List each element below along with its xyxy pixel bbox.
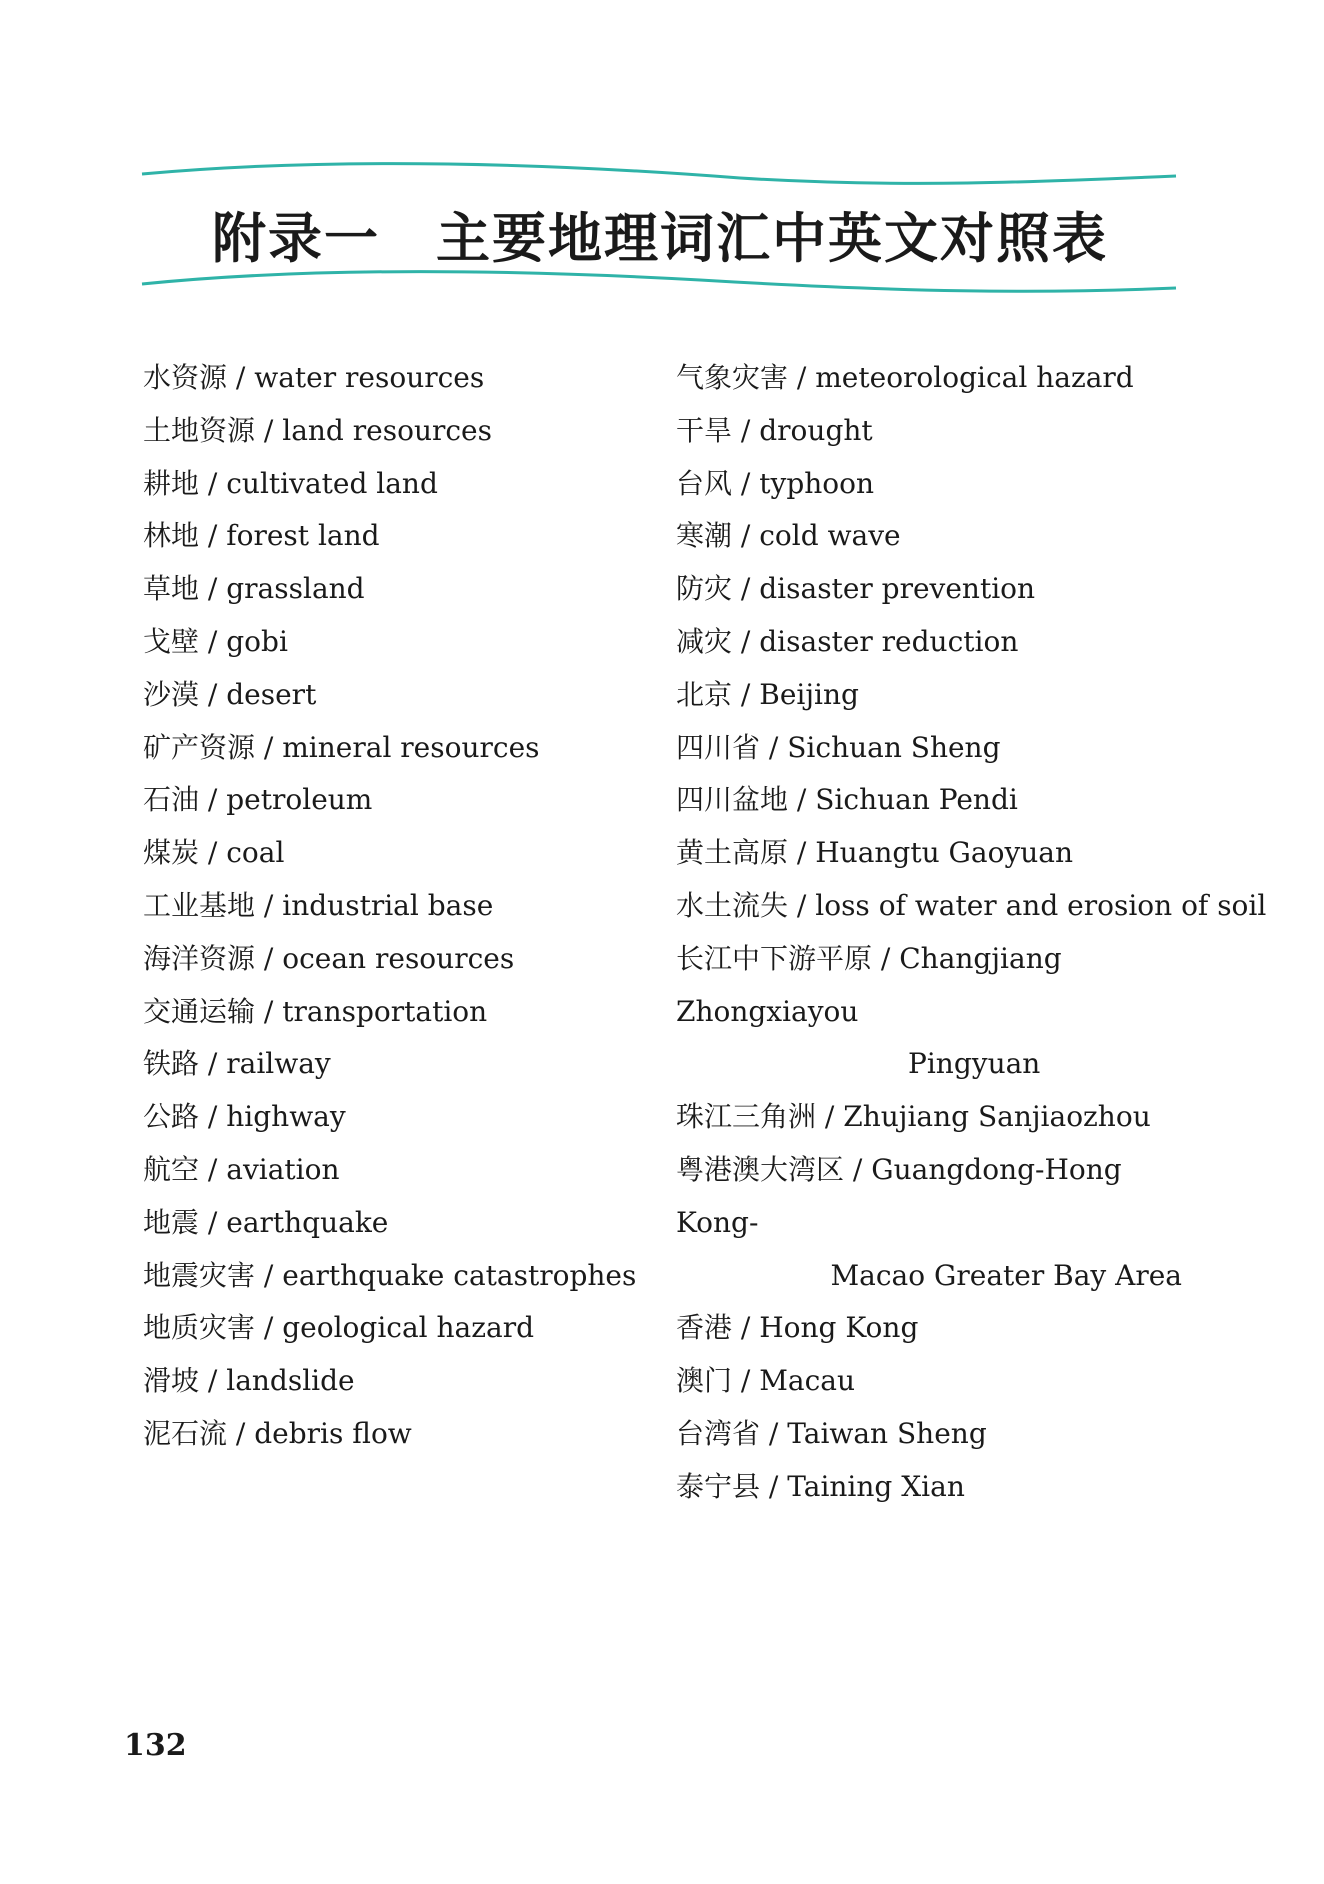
glossary-entry: 香港 / Hong Kong xyxy=(676,1311,919,1345)
chinese-term: 交通运输 xyxy=(143,994,256,1028)
glossary-entry: 耕地 / cultivated land xyxy=(143,466,438,500)
chinese-term: 澳门 xyxy=(676,1364,733,1398)
chinese-term: 粤港澳大湾区 xyxy=(676,1152,845,1186)
glossary-entry: 铁路 / railway xyxy=(143,1047,331,1081)
chinese-term: 香港 xyxy=(676,1311,733,1345)
glossary-entry: 水土流失 / loss of water and erosion of soil xyxy=(676,888,1267,922)
chinese-term: 土地资源 xyxy=(143,413,256,447)
glossary-entry: 澳门 / Macau xyxy=(676,1364,856,1398)
english-term: desert xyxy=(226,677,317,711)
glossary-left-column xyxy=(143,352,637,1461)
english-term: meteorological hazard xyxy=(815,361,1134,394)
glossary-entry: 四川盆地 / Sichuan Pendi xyxy=(676,783,1018,817)
english-term: Huangtu Gaoyuan xyxy=(815,836,1074,870)
glossary-entry: 水资源 / water resources xyxy=(143,361,485,394)
chinese-term: 干旱 xyxy=(676,413,733,447)
chinese-term: 草地 xyxy=(143,572,200,606)
chinese-term: 泥石流 xyxy=(143,1416,228,1450)
glossary-entry: 海洋资源 / ocean resources xyxy=(143,941,515,975)
chinese-term: 石油 xyxy=(143,783,200,817)
glossary-entry: 煤炭 / coal xyxy=(143,836,285,870)
glossary-entry: 地震 / earthquake xyxy=(143,1205,389,1239)
title-main-text: 主要地理词汇中英文对照表 xyxy=(436,207,1108,270)
glossary-entry: 防灾 / disaster prevention xyxy=(676,572,1036,606)
title-appendix-label: 附录一 xyxy=(212,207,380,270)
chinese-term: 海洋资源 xyxy=(143,941,256,975)
english-term: Macau xyxy=(759,1364,856,1398)
english-term: aviation xyxy=(226,1152,340,1186)
chinese-term: 黄土高原 xyxy=(676,836,789,870)
chinese-term: 煤炭 xyxy=(143,836,200,870)
glossary-entry: 戈壁 / gobi xyxy=(143,624,288,658)
chinese-term: 水土流失 xyxy=(676,888,789,922)
english-term: railway xyxy=(226,1047,331,1081)
english-term: industrial base xyxy=(282,888,494,922)
english-term: transportation xyxy=(282,994,488,1028)
english-term: geological hazard xyxy=(282,1311,535,1345)
chinese-term: 北京 xyxy=(676,677,733,711)
english-term: petroleum xyxy=(226,783,373,817)
glossary-entry: 长江中下游平原 / Changjiang Zhongxiayou Pingyuan xyxy=(676,933,1182,1091)
chinese-term: 减灾 xyxy=(676,624,733,658)
chinese-term: 航空 xyxy=(143,1152,200,1186)
page-title xyxy=(140,196,1180,273)
english-term: Taiwan Sheng xyxy=(787,1416,987,1450)
chinese-term: 沙漠 xyxy=(143,677,200,711)
english-term: loss of water and erosion of soil xyxy=(815,888,1267,922)
english-term: gobi xyxy=(226,624,288,658)
glossary-entry: 北京 / Beijing xyxy=(676,677,859,711)
english-term-continuation: Macao Greater Bay Area xyxy=(830,1258,1182,1292)
page-number: 132 xyxy=(124,1728,187,1763)
english-term: ocean resources xyxy=(282,941,515,975)
english-term: cultivated land xyxy=(226,466,438,500)
english-term: Changjiang Zhongxiayou xyxy=(676,941,1062,1028)
english-term: earthquake xyxy=(226,1205,389,1239)
glossary-entry: 沙漠 / desert xyxy=(143,677,317,711)
glossary-entry: 地震灾害 / earthquake catastrophes xyxy=(143,1258,637,1292)
english-term: Zhujiang Sanjiaozhou xyxy=(843,1100,1151,1134)
chinese-term: 滑坡 xyxy=(143,1364,200,1398)
chinese-term: 台湾省 xyxy=(676,1416,761,1450)
chinese-term: 戈壁 xyxy=(143,624,200,658)
english-term: Sichuan Pendi xyxy=(815,783,1018,817)
english-term: typhoon xyxy=(759,466,875,500)
chinese-term: 寒潮 xyxy=(676,519,733,553)
english-term: Beijing xyxy=(759,677,859,711)
title-banner xyxy=(140,160,1180,300)
english-term: debris flow xyxy=(254,1416,412,1450)
english-term: earthquake catastrophes xyxy=(282,1258,637,1292)
chinese-term: 耕地 xyxy=(143,466,200,500)
chinese-term: 地震灾害 xyxy=(143,1258,256,1292)
glossary-entry: 草地 / grassland xyxy=(143,572,365,606)
glossary-entry: 交通运输 / transportation xyxy=(143,994,488,1028)
glossary-entry: 土地资源 / land resources xyxy=(143,413,492,447)
glossary-entry: 珠江三角洲 / Zhujiang Sanjiaozhou xyxy=(676,1100,1151,1134)
chinese-term: 林地 xyxy=(143,519,200,553)
glossary-entry: 气象灾害 / meteorological hazard xyxy=(676,361,1134,394)
chinese-term: 长江中下游平原 xyxy=(676,941,873,975)
glossary-entry: 滑坡 / landslide xyxy=(143,1364,355,1398)
english-term: Sichuan Sheng xyxy=(787,730,1001,764)
english-term: disaster reduction xyxy=(759,624,1019,658)
chinese-term: 公路 xyxy=(143,1100,200,1134)
chinese-term: 矿产资源 xyxy=(143,730,256,764)
english-term: coal xyxy=(226,836,285,870)
english-term: cold wave xyxy=(759,519,901,553)
chinese-term: 四川省 xyxy=(676,730,761,764)
glossary-entry: 林地 / forest land xyxy=(143,519,380,553)
glossary-entry: 干旱 / drought xyxy=(676,413,873,447)
glossary-entry: 工业基地 / industrial base xyxy=(143,888,494,922)
english-term: land resources xyxy=(282,413,492,447)
chinese-term: 四川盆地 xyxy=(676,783,789,817)
glossary-right-column xyxy=(676,352,1267,1514)
glossary-entry: 地质灾害 / geological hazard xyxy=(143,1311,535,1345)
glossary-entry: 航空 / aviation xyxy=(143,1152,340,1186)
glossary-entry: 黄土高原 / Huangtu Gaoyuan xyxy=(676,836,1074,870)
glossary-entry: 四川省 / Sichuan Sheng xyxy=(676,730,1001,764)
english-term: drought xyxy=(759,413,873,447)
glossary-entry: 寒潮 / cold wave xyxy=(676,519,901,553)
english-term: Guangdong-Hong Kong- xyxy=(676,1152,1122,1239)
english-term: disaster prevention xyxy=(759,572,1036,606)
glossary-entry: 公路 / highway xyxy=(143,1100,346,1134)
english-term: Taining Xian xyxy=(787,1469,965,1503)
chinese-term: 防灾 xyxy=(676,572,733,606)
glossary-entry: 泰宁县 / Taining Xian xyxy=(676,1469,965,1503)
glossary-entry: 减灾 / disaster reduction xyxy=(676,624,1019,658)
english-term: mineral resources xyxy=(282,730,540,764)
glossary-entry: 泥石流 / debris flow xyxy=(143,1416,412,1450)
glossary-entry: 台湾省 / Taiwan Sheng xyxy=(676,1416,987,1450)
english-term-continuation: Pingyuan xyxy=(908,1047,1041,1081)
chinese-term: 台风 xyxy=(676,466,733,500)
chinese-term: 工业基地 xyxy=(143,888,256,922)
glossary-entry: 台风 / typhoon xyxy=(676,466,875,500)
chinese-term: 水资源 xyxy=(143,361,228,394)
glossary-entry: 矿产资源 / mineral resources xyxy=(143,730,540,764)
english-term: highway xyxy=(226,1100,346,1134)
english-term: grassland xyxy=(226,572,365,606)
chinese-term: 铁路 xyxy=(143,1047,200,1081)
english-term: Hong Kong xyxy=(759,1311,919,1345)
chinese-term: 气象灾害 xyxy=(676,361,789,394)
glossary-entry: 石油 / petroleum xyxy=(143,783,373,817)
chinese-term: 珠江三角洲 xyxy=(676,1100,817,1134)
chinese-term: 地质灾害 xyxy=(143,1311,256,1345)
english-term: landslide xyxy=(226,1364,355,1398)
glossary-entry: 粤港澳大湾区 / Guangdong-Hong Kong- Macao Greater Bay Area xyxy=(676,1144,1182,1302)
english-term: water resources xyxy=(254,361,485,394)
english-term: forest land xyxy=(226,519,380,553)
chinese-term: 地震 xyxy=(143,1205,200,1239)
chinese-term: 泰宁县 xyxy=(676,1469,761,1503)
